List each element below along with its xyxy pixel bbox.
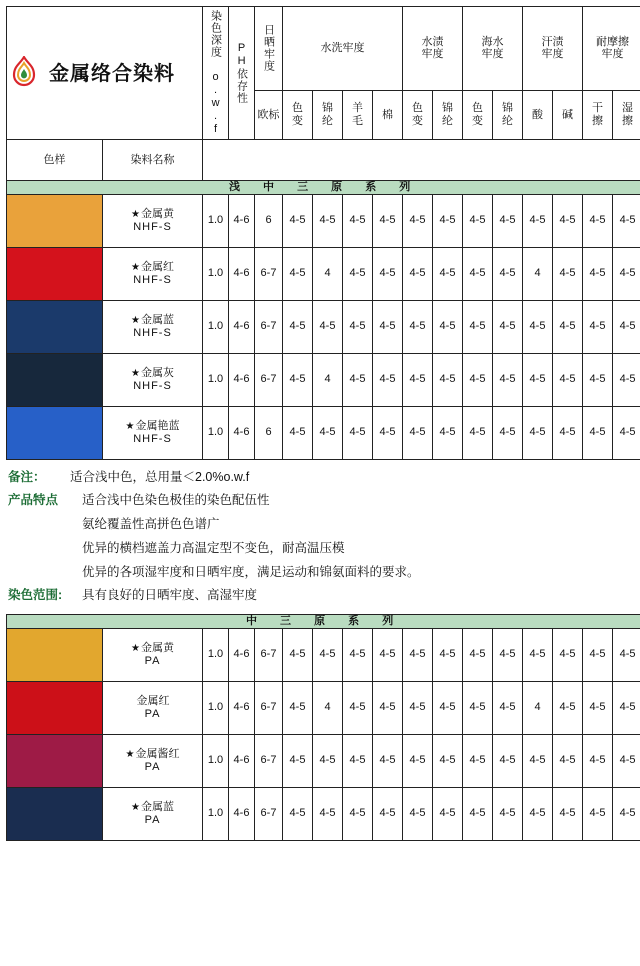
col-rub-dry: 干 擦 xyxy=(583,90,613,139)
dye-name-cell xyxy=(103,406,203,459)
cell-rub-wet: 4-5 xyxy=(613,734,640,787)
star-icon: ★ xyxy=(131,368,140,379)
dye-name: 金属红 xyxy=(137,695,170,707)
col-light-group: 日晒牢度 xyxy=(255,7,283,91)
feature-text-3: 优异的横档遮盖力高温定型不变色，耐高温压模 xyxy=(8,537,632,561)
col-water-shade: 色 变 xyxy=(403,90,433,139)
feature-label: 产品特点 xyxy=(8,489,82,513)
cell-wash-nylon: 4 xyxy=(313,353,343,406)
star-icon: ★ xyxy=(131,262,140,273)
cell-light: 6-7 xyxy=(255,681,283,734)
dye-code: NHF-S xyxy=(103,221,202,234)
cell-sea-nylon: 4-5 xyxy=(493,194,523,247)
cell-sea-shade: 4-5 xyxy=(463,247,493,300)
star-icon: ★ xyxy=(126,749,135,760)
cell-water-shade: 4-5 xyxy=(403,194,433,247)
feature-text-2: 氨纶覆盖性高拼色色谱广 xyxy=(8,513,632,537)
feature-text-4: 优异的各项湿牢度和日晒牢度，满足运动和锦氨面料的要求。 xyxy=(8,561,632,585)
cell-rub-wet: 4-5 xyxy=(613,787,640,840)
cell-depth: 1.0 xyxy=(203,787,229,840)
series-banner-1: 浅 中 三 原 系 列 xyxy=(7,181,640,195)
dye-name-cell xyxy=(103,353,203,406)
catalog-page xyxy=(0,6,640,966)
cell-ph: 4-6 xyxy=(229,734,255,787)
dye-code: PA xyxy=(103,655,202,668)
cell-wash-cotton: 4-5 xyxy=(373,300,403,353)
cell-wash-wool: 4-5 xyxy=(343,787,373,840)
cell-wash-shade: 4-5 xyxy=(283,681,313,734)
cell-wash-nylon: 4 xyxy=(313,247,343,300)
cell-sea-shade: 4-5 xyxy=(463,681,493,734)
cell-water-shade: 4-5 xyxy=(403,681,433,734)
col-water-nylon: 锦 纶 xyxy=(433,90,463,139)
color-swatch-cell xyxy=(7,787,103,840)
color-swatch-cell xyxy=(7,406,103,459)
dye-name-cell xyxy=(103,734,203,787)
color-swatch xyxy=(7,735,102,787)
series-banner-row xyxy=(7,615,640,629)
col-wash-group: 水洗牢度 xyxy=(283,7,403,91)
dye-name: 金属蓝 xyxy=(141,801,174,813)
cell-sweat-acid: 4-5 xyxy=(523,628,553,681)
series-banner-row xyxy=(7,181,640,195)
cell-rub-wet: 4-5 xyxy=(613,353,640,406)
table-row xyxy=(7,300,640,353)
table-row xyxy=(7,734,640,787)
dye-name-cell xyxy=(103,787,203,840)
cell-depth: 1.0 xyxy=(203,734,229,787)
range-line xyxy=(8,584,632,608)
cell-wash-shade: 4-5 xyxy=(283,406,313,459)
col-wash-cotton: 棉 xyxy=(373,90,403,139)
cell-wash-wool: 4-5 xyxy=(343,734,373,787)
flame-droplet-logo-icon xyxy=(7,56,41,90)
cell-wash-wool: 4-5 xyxy=(343,628,373,681)
cell-rub-dry: 4-5 xyxy=(583,406,613,459)
brand-title: 金属络合染料 xyxy=(49,62,175,85)
dye-name-cell xyxy=(103,300,203,353)
cell-ph: 4-6 xyxy=(229,194,255,247)
cell-ph: 4-6 xyxy=(229,247,255,300)
remark-label: 备注： xyxy=(8,466,70,490)
cell-sea-nylon: 4-5 xyxy=(493,247,523,300)
cell-light: 6 xyxy=(255,194,283,247)
col-wash-nylon: 锦 纶 xyxy=(313,90,343,139)
cell-wash-cotton: 4-5 xyxy=(373,734,403,787)
cell-sweat-alkali: 4-5 xyxy=(553,406,583,459)
cell-depth: 1.0 xyxy=(203,194,229,247)
series-banner-2: 中 三 原 系 列 xyxy=(7,615,640,629)
cell-water-nylon: 4-5 xyxy=(433,406,463,459)
cell-sweat-alkali: 4-5 xyxy=(553,194,583,247)
cell-light: 6-7 xyxy=(255,628,283,681)
color-swatch xyxy=(7,354,102,406)
color-swatch-cell xyxy=(7,628,103,681)
dye-name: 金属红 xyxy=(141,261,174,273)
col-sea-group: 海水 牢度 xyxy=(463,7,523,91)
cell-wash-nylon: 4-5 xyxy=(313,734,343,787)
cell-water-shade: 4-5 xyxy=(403,734,433,787)
cell-wash-nylon: 4-5 xyxy=(313,406,343,459)
cell-wash-wool: 4-5 xyxy=(343,300,373,353)
cell-depth: 1.0 xyxy=(203,628,229,681)
cell-rub-dry: 4-5 xyxy=(583,353,613,406)
dye-name: 金属蓝 xyxy=(141,314,174,326)
cell-wash-shade: 4-5 xyxy=(283,247,313,300)
cell-wash-wool: 4-5 xyxy=(343,353,373,406)
dye-name-cell xyxy=(103,194,203,247)
table-header-name-row xyxy=(7,140,640,181)
table-row xyxy=(7,787,640,840)
col-sweat-alkali: 碱 xyxy=(553,90,583,139)
cell-sea-shade: 4-5 xyxy=(463,787,493,840)
col-sea-nylon: 锦 纶 xyxy=(493,90,523,139)
table-row xyxy=(7,406,640,459)
table-header-group-row xyxy=(7,7,640,91)
cell-rub-wet: 4-5 xyxy=(613,681,640,734)
cell-sea-nylon: 4-5 xyxy=(493,681,523,734)
cell-sea-shade: 4-5 xyxy=(463,628,493,681)
cell-water-shade: 4-5 xyxy=(403,787,433,840)
cell-wash-cotton: 4-5 xyxy=(373,353,403,406)
cell-sweat-alkali: 4-5 xyxy=(553,353,583,406)
color-swatch xyxy=(7,788,102,840)
cell-depth: 1.0 xyxy=(203,681,229,734)
cell-rub-dry: 4-5 xyxy=(583,628,613,681)
dye-name-cell xyxy=(103,628,203,681)
dye-name: 金属灰 xyxy=(141,367,174,379)
cell-light: 6-7 xyxy=(255,734,283,787)
color-swatch xyxy=(7,682,102,734)
cell-ph: 4-6 xyxy=(229,353,255,406)
cell-sea-shade: 4-5 xyxy=(463,734,493,787)
cell-sea-nylon: 4-5 xyxy=(493,787,523,840)
cell-sweat-acid: 4-5 xyxy=(523,353,553,406)
cell-rub-dry: 4-5 xyxy=(583,787,613,840)
col-rub-wet: 湿 擦 xyxy=(613,90,640,139)
cell-rub-dry: 4-5 xyxy=(583,681,613,734)
cell-sea-nylon: 4-5 xyxy=(493,353,523,406)
cell-wash-nylon: 4-5 xyxy=(313,787,343,840)
star-icon: ★ xyxy=(131,643,140,654)
cell-depth: 1.0 xyxy=(203,247,229,300)
cell-water-nylon: 4-5 xyxy=(433,194,463,247)
cell-sweat-alkali: 4-5 xyxy=(553,300,583,353)
cell-ph: 4-6 xyxy=(229,406,255,459)
table-row xyxy=(7,194,640,247)
cell-wash-wool: 4-5 xyxy=(343,194,373,247)
remark-text: 适合浅中色，总用量＜2.0%o.w.f xyxy=(70,466,632,490)
cell-sweat-acid: 4-5 xyxy=(523,300,553,353)
cell-wash-nylon: 4-5 xyxy=(313,628,343,681)
col-light-sub: 欧标 xyxy=(255,90,283,139)
cell-water-shade: 4-5 xyxy=(403,247,433,300)
cell-depth: 1.0 xyxy=(203,353,229,406)
cell-rub-dry: 4-5 xyxy=(583,734,613,787)
brand-cell xyxy=(7,7,203,140)
cell-sea-nylon: 4-5 xyxy=(493,300,523,353)
dye-name: 金属黄 xyxy=(141,642,174,654)
series-table-2 xyxy=(6,614,640,841)
cell-ph: 4-6 xyxy=(229,628,255,681)
cell-water-shade: 4-5 xyxy=(403,353,433,406)
cell-sweat-alkali: 4-5 xyxy=(553,628,583,681)
feature-text-1: 适合浅中色染色极佳的染色配伍性 xyxy=(82,489,632,513)
color-swatch-cell xyxy=(7,194,103,247)
feature-line-1 xyxy=(8,489,632,513)
cell-rub-dry: 4-5 xyxy=(583,300,613,353)
cell-wash-shade: 4-5 xyxy=(283,300,313,353)
cell-water-nylon: 4-5 xyxy=(433,247,463,300)
cell-sweat-acid: 4-5 xyxy=(523,734,553,787)
dye-code: NHF-S xyxy=(103,274,202,287)
cell-light: 6-7 xyxy=(255,787,283,840)
cell-light: 6-7 xyxy=(255,247,283,300)
cell-ph: 4-6 xyxy=(229,681,255,734)
cell-sea-nylon: 4-5 xyxy=(493,406,523,459)
col-ph: PH依存性 xyxy=(229,7,255,140)
cell-rub-dry: 4-5 xyxy=(583,194,613,247)
dye-code: NHF-S xyxy=(103,327,202,340)
notes-block xyxy=(8,466,632,609)
color-swatch xyxy=(7,195,102,247)
cell-sweat-acid: 4-5 xyxy=(523,194,553,247)
color-swatch-cell xyxy=(7,681,103,734)
cell-sweat-alkali: 4-5 xyxy=(553,247,583,300)
dye-code: PA xyxy=(103,814,202,827)
cell-wash-cotton: 4-5 xyxy=(373,787,403,840)
cell-water-shade: 4-5 xyxy=(403,628,433,681)
col-wash-wool: 羊 毛 xyxy=(343,90,373,139)
col-rub-group: 耐摩擦 牢度 xyxy=(583,7,640,91)
dye-fastness-table xyxy=(6,6,640,181)
cell-wash-wool: 4-5 xyxy=(343,681,373,734)
cell-sweat-acid: 4-5 xyxy=(523,406,553,459)
star-icon: ★ xyxy=(131,315,140,326)
cell-water-nylon: 4-5 xyxy=(433,681,463,734)
range-text: 具有良好的日晒牢度、高湿牢度 xyxy=(82,584,632,608)
cell-sea-shade: 4-5 xyxy=(463,406,493,459)
cell-wash-shade: 4-5 xyxy=(283,353,313,406)
cell-light: 6-7 xyxy=(255,300,283,353)
cell-water-nylon: 4-5 xyxy=(433,787,463,840)
dye-name: 金属艳蓝 xyxy=(135,420,179,432)
table-row xyxy=(7,628,640,681)
cell-light: 6 xyxy=(255,406,283,459)
cell-wash-shade: 4-5 xyxy=(283,734,313,787)
cell-sea-nylon: 4-5 xyxy=(493,734,523,787)
cell-water-shade: 4-5 xyxy=(403,300,433,353)
cell-rub-dry: 4-5 xyxy=(583,247,613,300)
cell-rub-wet: 4-5 xyxy=(613,406,640,459)
cell-rub-wet: 4-5 xyxy=(613,247,640,300)
series-table-1 xyxy=(6,180,640,460)
cell-wash-wool: 4-5 xyxy=(343,247,373,300)
color-swatch xyxy=(7,248,102,300)
cell-sea-shade: 4-5 xyxy=(463,194,493,247)
cell-ph: 4-6 xyxy=(229,787,255,840)
col-sweat-group: 汗渍 牢度 xyxy=(523,7,583,91)
color-swatch-cell xyxy=(7,300,103,353)
cell-rub-wet: 4-5 xyxy=(613,628,640,681)
cell-water-nylon: 4-5 xyxy=(433,628,463,681)
cell-wash-cotton: 4-5 xyxy=(373,194,403,247)
col-water-group: 水渍 牢度 xyxy=(403,7,463,91)
dye-name: 金属黄 xyxy=(141,208,174,220)
cell-sweat-alkali: 4-5 xyxy=(553,734,583,787)
star-icon: ★ xyxy=(131,802,140,813)
cell-wash-shade: 4-5 xyxy=(283,194,313,247)
cell-sweat-acid: 4-5 xyxy=(523,787,553,840)
star-icon: ★ xyxy=(126,421,135,432)
color-swatch xyxy=(7,629,102,681)
table-row xyxy=(7,247,640,300)
cell-rub-wet: 4-5 xyxy=(613,194,640,247)
color-swatch-cell xyxy=(7,734,103,787)
cell-water-shade: 4-5 xyxy=(403,406,433,459)
header-spacer xyxy=(203,140,640,181)
col-name: 染料名称 xyxy=(103,140,203,181)
cell-wash-nylon: 4-5 xyxy=(313,300,343,353)
dye-name: 金属酱红 xyxy=(135,748,179,760)
cell-wash-wool: 4-5 xyxy=(343,406,373,459)
cell-sea-shade: 4-5 xyxy=(463,300,493,353)
color-swatch-cell xyxy=(7,247,103,300)
cell-rub-wet: 4-5 xyxy=(613,300,640,353)
cell-depth: 1.0 xyxy=(203,406,229,459)
cell-wash-shade: 4-5 xyxy=(283,787,313,840)
cell-wash-shade: 4-5 xyxy=(283,628,313,681)
dye-code: PA xyxy=(103,761,202,774)
cell-wash-cotton: 4-5 xyxy=(373,681,403,734)
cell-sweat-alkali: 4-5 xyxy=(553,787,583,840)
cell-wash-cotton: 4-5 xyxy=(373,247,403,300)
color-swatch xyxy=(7,301,102,353)
cell-water-nylon: 4-5 xyxy=(433,353,463,406)
star-icon: ★ xyxy=(131,209,140,220)
table-row xyxy=(7,681,640,734)
table-row xyxy=(7,353,640,406)
cell-wash-cotton: 4-5 xyxy=(373,406,403,459)
cell-wash-cotton: 4-5 xyxy=(373,628,403,681)
cell-light: 6-7 xyxy=(255,353,283,406)
color-swatch xyxy=(7,407,102,459)
cell-ph: 4-6 xyxy=(229,300,255,353)
col-sample: 色样 xyxy=(7,140,103,181)
cell-sea-shade: 4-5 xyxy=(463,353,493,406)
cell-sweat-acid: 4 xyxy=(523,681,553,734)
dye-name-cell xyxy=(103,247,203,300)
col-depth: 染色深度 o.w.f xyxy=(203,7,229,140)
dye-code: NHF-S xyxy=(103,433,202,446)
dye-code: PA xyxy=(103,708,202,721)
cell-sweat-alkali: 4-5 xyxy=(553,681,583,734)
color-swatch-cell xyxy=(7,353,103,406)
range-label: 染色范围: xyxy=(8,584,82,608)
cell-depth: 1.0 xyxy=(203,300,229,353)
col-sweat-acid: 酸 xyxy=(523,90,553,139)
cell-sweat-acid: 4 xyxy=(523,247,553,300)
cell-water-nylon: 4-5 xyxy=(433,300,463,353)
col-sea-shade: 色 变 xyxy=(463,90,493,139)
cell-sea-nylon: 4-5 xyxy=(493,628,523,681)
cell-water-nylon: 4-5 xyxy=(433,734,463,787)
col-wash-shade: 色 变 xyxy=(283,90,313,139)
cell-wash-nylon: 4-5 xyxy=(313,194,343,247)
cell-wash-nylon: 4 xyxy=(313,681,343,734)
dye-name-cell xyxy=(103,681,203,734)
dye-code: NHF-S xyxy=(103,380,202,393)
remark-line xyxy=(8,466,632,490)
